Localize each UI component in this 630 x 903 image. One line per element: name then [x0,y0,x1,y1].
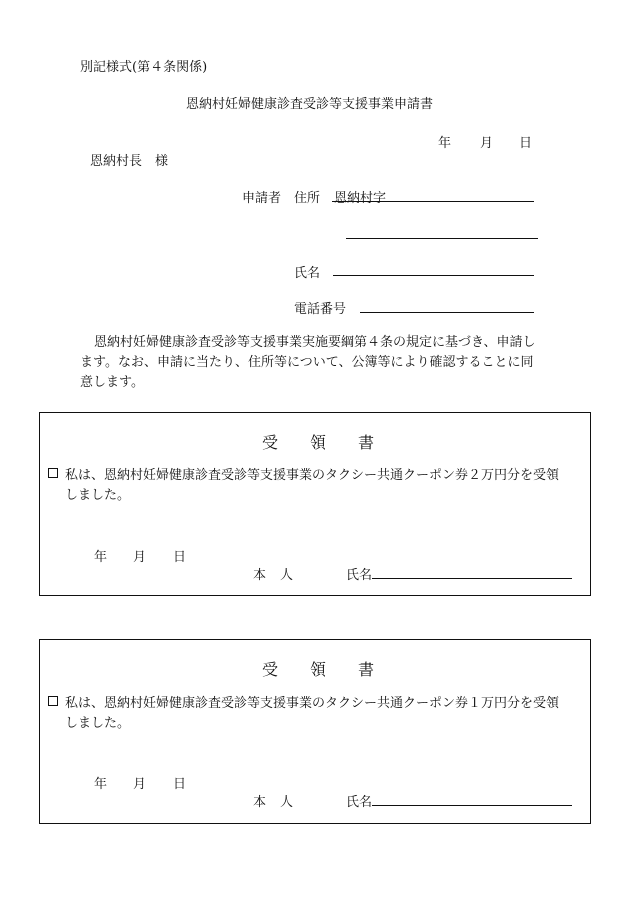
receipt-title-char-2: 領 [310,660,327,679]
name-line[interactable] [333,275,534,276]
receipt-title-char-3: 書 [358,660,375,679]
address-prefix: 恩納村字 [334,191,387,206]
receipt-title-char-1: 受 [262,660,279,679]
receipt-date-month: 月 [133,777,147,792]
receipt-text-2a: 私は、恩納村妊婦健康診査受診等支援事業のタクシー共通クーポン券１万円分を受領 [65,696,560,711]
address-label: 住所 [294,191,321,206]
receipt-name-line[interactable] [372,578,572,579]
receipt-checkbox-2[interactable] [48,696,58,706]
statement-line-2: ます。なお、申請に当たり、住所等について、公簿等により確認することに同 [80,355,534,370]
receipt-name-label: 氏名 [346,568,373,583]
addressee: 恩納村長 様 [90,154,169,169]
address-line-1[interactable] [332,201,534,202]
statement-line-1: 恩納村妊婦健康診査受診等支援事業実施要綱第４条の規定に基づき、申請し [94,335,536,350]
receipt-date-year: 年 [94,777,108,792]
date-day-label: 日 [519,136,533,151]
receipt-person-2: 人 [280,795,294,810]
receipt-title-char-1: 受 [262,433,279,452]
statement-line-3: 意します。 [80,375,144,390]
receipt-box-1 [39,412,591,596]
receipt-date-month: 月 [133,550,147,565]
name-label: 氏名 [294,266,321,281]
applicant-label: 申請者 [242,191,282,206]
receipt-text-1b: しました。 [65,488,131,503]
receipt-person-1: 本 [253,568,267,583]
receipt-person-2: 人 [280,568,294,583]
address-line-2[interactable] [346,238,538,239]
date-year-label: 年 [438,136,452,151]
phone-line[interactable] [360,312,534,313]
receipt-text-2b: しました。 [65,716,131,731]
receipt-box-2 [39,639,591,824]
receipt-date-year: 年 [94,550,108,565]
receipt-date-day: 日 [173,550,187,565]
receipt-date-day: 日 [173,777,187,792]
receipt-text-1a: 私は、恩納村妊婦健康診査受診等支援事業のタクシー共通クーポン券２万円分を受領 [65,468,560,483]
receipt-checkbox-1[interactable] [48,468,58,478]
receipt-title-char-2: 領 [310,433,327,452]
phone-label: 電話番号 [294,302,347,317]
receipt-name-label: 氏名 [346,795,373,810]
page-title: 恩納村妊婦健康診査受診等支援事業申請書 [186,97,434,112]
form-label: 別記様式(第４条関係) [80,60,208,75]
receipt-name-line[interactable] [372,805,572,806]
date-month-label: 月 [480,136,494,151]
receipt-title-char-3: 書 [358,433,375,452]
receipt-person-1: 本 [253,795,267,810]
